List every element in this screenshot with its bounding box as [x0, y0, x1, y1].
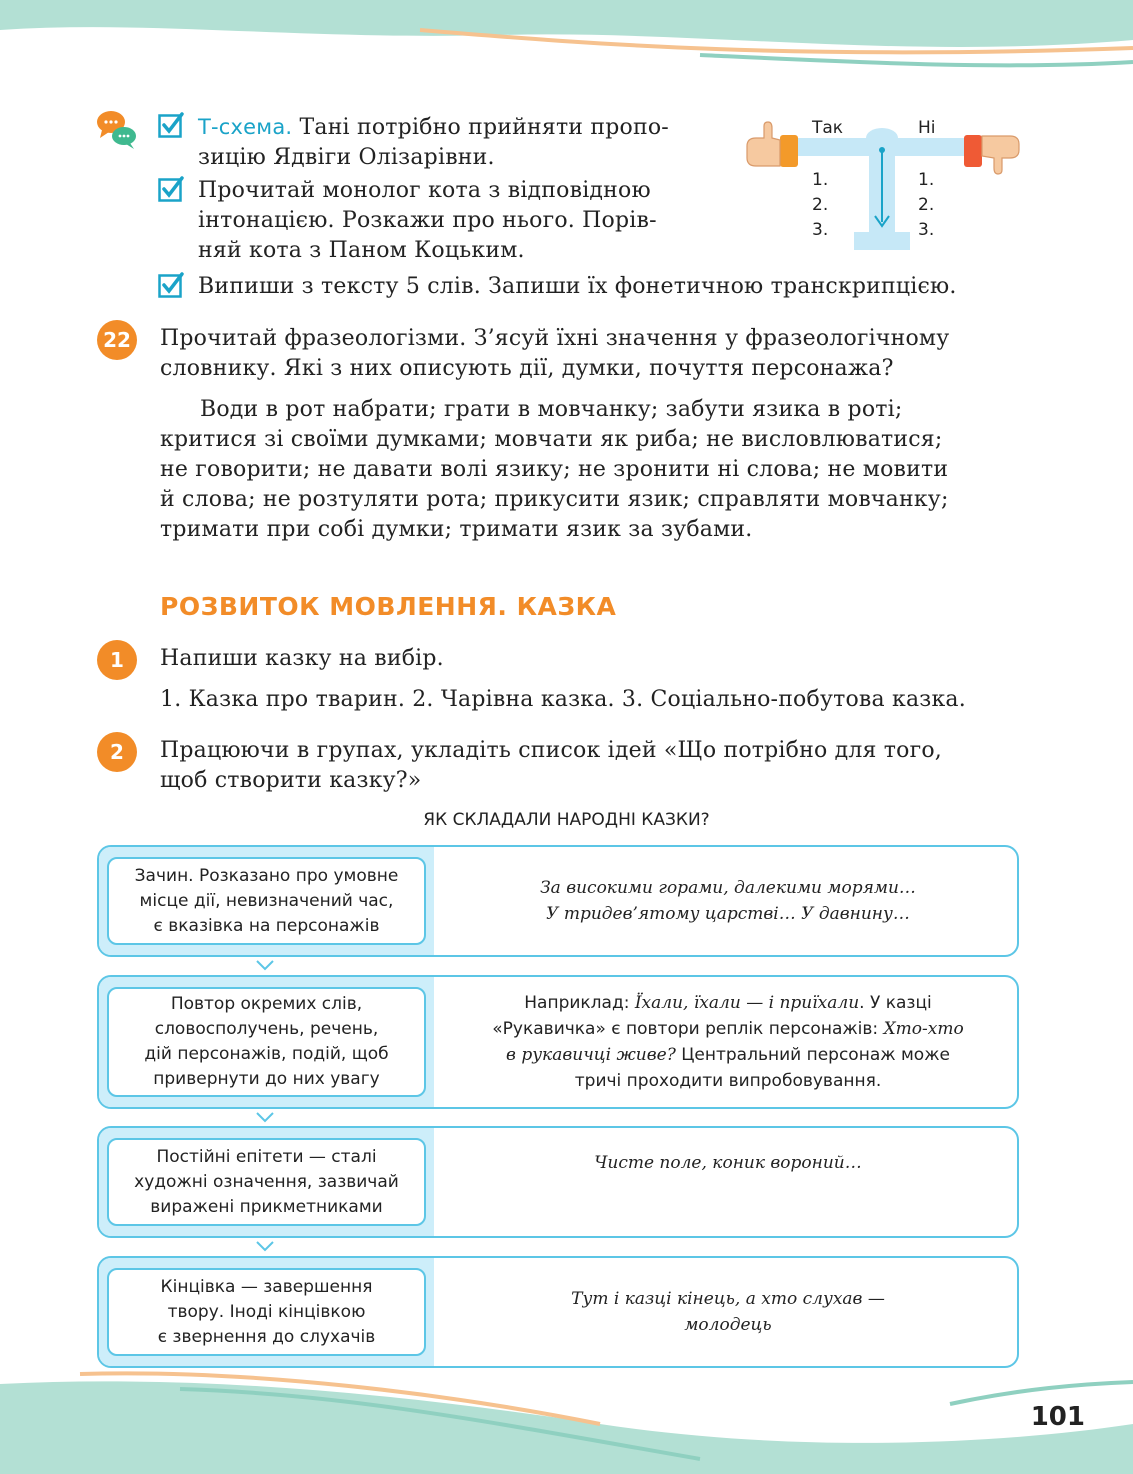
- task-number-badge: 2: [97, 732, 137, 772]
- checkbox-icon: [158, 272, 182, 296]
- row-example-line: молодець: [684, 1315, 772, 1335]
- row-example-line: Чисте поле, коник вороний…: [594, 1153, 862, 1173]
- chevron-down-icon: [255, 1239, 275, 1253]
- example-italic: в рукавичці живе?: [506, 1045, 676, 1065]
- task-2-line: щоб створити казку?»: [160, 768, 422, 793]
- t-scheme-task: [198, 112, 669, 173]
- t-chart-no-item: 3.: [918, 220, 935, 240]
- example-text: «Рукавичка» є повтори реплік персонажів:: [492, 1019, 884, 1039]
- row-term-line: твору. Іноді кінцівкою: [167, 1301, 366, 1322]
- task-1-line-2: 1. Казка про тварин. 2. Чарівна казка. 3. Соціально-побутова казка.: [160, 687, 966, 712]
- page-number: 101: [1030, 1402, 1085, 1432]
- row-term-line: Повтор окремих слів,: [170, 994, 363, 1014]
- checkbox-icon: [158, 176, 182, 200]
- example-text: . У казці: [859, 993, 932, 1013]
- row-left-panel: [99, 847, 434, 955]
- row-term-line: привернути до них увагу: [153, 1069, 380, 1089]
- row-example: [449, 1128, 1007, 1236]
- row-example: [449, 1258, 1007, 1366]
- row-term-line: виражені прикметниками: [150, 1196, 383, 1217]
- row-term-line: є звернення до слухачів: [157, 1326, 376, 1347]
- row-example-line: У тридев’ятому царстві… У давнину…: [546, 904, 910, 924]
- paragraph-line: й слова; не розтуляти рота; прикусити язик; справляти мовчанку;: [160, 487, 949, 512]
- example-text: тричі проходити випробовування.: [574, 1071, 882, 1091]
- monolog-task: [198, 176, 657, 266]
- row-term: [107, 1268, 426, 1356]
- table-row: [97, 1256, 1019, 1368]
- t-chart-no-item: 1.: [918, 170, 935, 190]
- bottom-wave-decoration: [0, 1364, 1133, 1474]
- row-left-panel: [99, 1258, 434, 1366]
- example-italic: Хто-хто: [883, 1019, 964, 1039]
- example-text: Наприклад:: [524, 993, 635, 1013]
- row-example-line: Тут і казці кінець, а хто слухав —: [571, 1289, 885, 1309]
- t-chart-yes-item: 1.: [812, 170, 829, 190]
- paragraph-line: Води в рот набрати; грати в мовчанку; забути язика в роті;: [200, 397, 903, 422]
- row-left-panel: [99, 1128, 434, 1236]
- monolog-text-1: Прочитай монолог кота з відповідною: [198, 178, 651, 203]
- row-example: [449, 847, 1007, 955]
- chevron-down-icon: [255, 958, 275, 972]
- task-22-text: [160, 324, 949, 384]
- t-scheme-text-1: Тані потрібно прийняти пропо-: [299, 115, 669, 140]
- paragraph-line: не говорити; не давати волі язику; не зронити ні слова; не мовити: [160, 457, 949, 482]
- t-chart-yes-item: 3.: [812, 220, 829, 240]
- write-words-task: Випиши з тексту 5 слів. Запиши їх фонетичною транскрипцією.: [198, 274, 957, 299]
- row-term-line: Зачин. Розказано про умовне: [134, 865, 399, 886]
- row-term-line: Кінцівка — завершення: [160, 1276, 373, 1297]
- row-term: [107, 987, 426, 1097]
- example-text: Центральний персонаж може: [675, 1045, 950, 1065]
- task-2-line: Працюючи в групах, укладіть список ідей «Що потрібно для того,: [160, 738, 942, 763]
- table-row: [97, 975, 1019, 1109]
- thumbs-up-icon: [747, 122, 798, 167]
- phraseologisms-paragraph: [160, 395, 1022, 545]
- task-1-line-1: Напиши казку на вибір.: [160, 646, 444, 671]
- example-italic: Їхали, їхали — і приїхали: [634, 993, 860, 1013]
- t-chart-yes-label: Так: [812, 118, 844, 138]
- row-term-line: художні означення, зазвичай: [134, 1171, 399, 1192]
- table-row: [97, 845, 1019, 957]
- task-2-text: [160, 736, 942, 796]
- t-chart-yes-list: [812, 168, 828, 243]
- top-wave-decoration: [0, 0, 1133, 80]
- row-term-line: Постійні епітети — сталі: [156, 1146, 377, 1167]
- row-term-line: місце дії, невизначений час,: [139, 890, 394, 911]
- row-term: [107, 1138, 426, 1226]
- t-scheme-text-2: зицію Ядвіги Олізарівни.: [198, 145, 495, 170]
- monolog-text-3: няй кота з Паном Коцьким.: [198, 238, 525, 263]
- monolog-text-2: інтонацією. Розкажи про нього. Порів-: [198, 208, 657, 233]
- task-22-line: словнику. Які з них описують дії, думки, почуття персонажа?: [160, 356, 894, 381]
- checkbox-icon: [158, 112, 182, 136]
- task-number-badge: 1: [97, 640, 137, 680]
- chat-bubbles-icon: [96, 108, 138, 150]
- task-22-line: Прочитай фразеологізми. З’ясуй їхні значення у фразеологічному: [160, 326, 950, 351]
- table-row: [97, 1126, 1019, 1238]
- t-chart-illustration: [742, 110, 1024, 255]
- paragraph-line: критися зі своїми думками; мовчати як риба; не висловлюватися;: [160, 427, 943, 452]
- t-chart-no-item: 2.: [918, 195, 935, 215]
- t-chart-yes-item: 2.: [812, 195, 829, 215]
- thumbs-down-icon: [964, 135, 1019, 174]
- table-title: ЯК СКЛАДАЛИ НАРОДНІ КАЗКИ?: [423, 810, 710, 830]
- row-term-line: словосполучень, речень,: [154, 1019, 379, 1039]
- paragraph-line: тримати при собі думки; тримати язик за зубами.: [160, 517, 753, 542]
- row-example: [449, 977, 1007, 1107]
- row-example-line: За високими горами, далекими морями…: [540, 878, 916, 898]
- t-chart-no-label: Ні: [918, 118, 936, 138]
- row-term-line: є вказівка на персонажів: [153, 915, 380, 936]
- section-title: РОЗВИТОК МОВЛЕННЯ. КАЗКА: [160, 592, 617, 621]
- t-scheme-label: Т-схема.: [198, 115, 293, 139]
- row-left-panel: [99, 977, 434, 1107]
- t-chart-no-list: [918, 168, 934, 243]
- task-number-badge: 22: [97, 320, 137, 360]
- row-term: [107, 857, 426, 945]
- chevron-down-icon: [255, 1110, 275, 1124]
- row-term-line: дій персонажів, подій, щоб: [144, 1044, 389, 1064]
